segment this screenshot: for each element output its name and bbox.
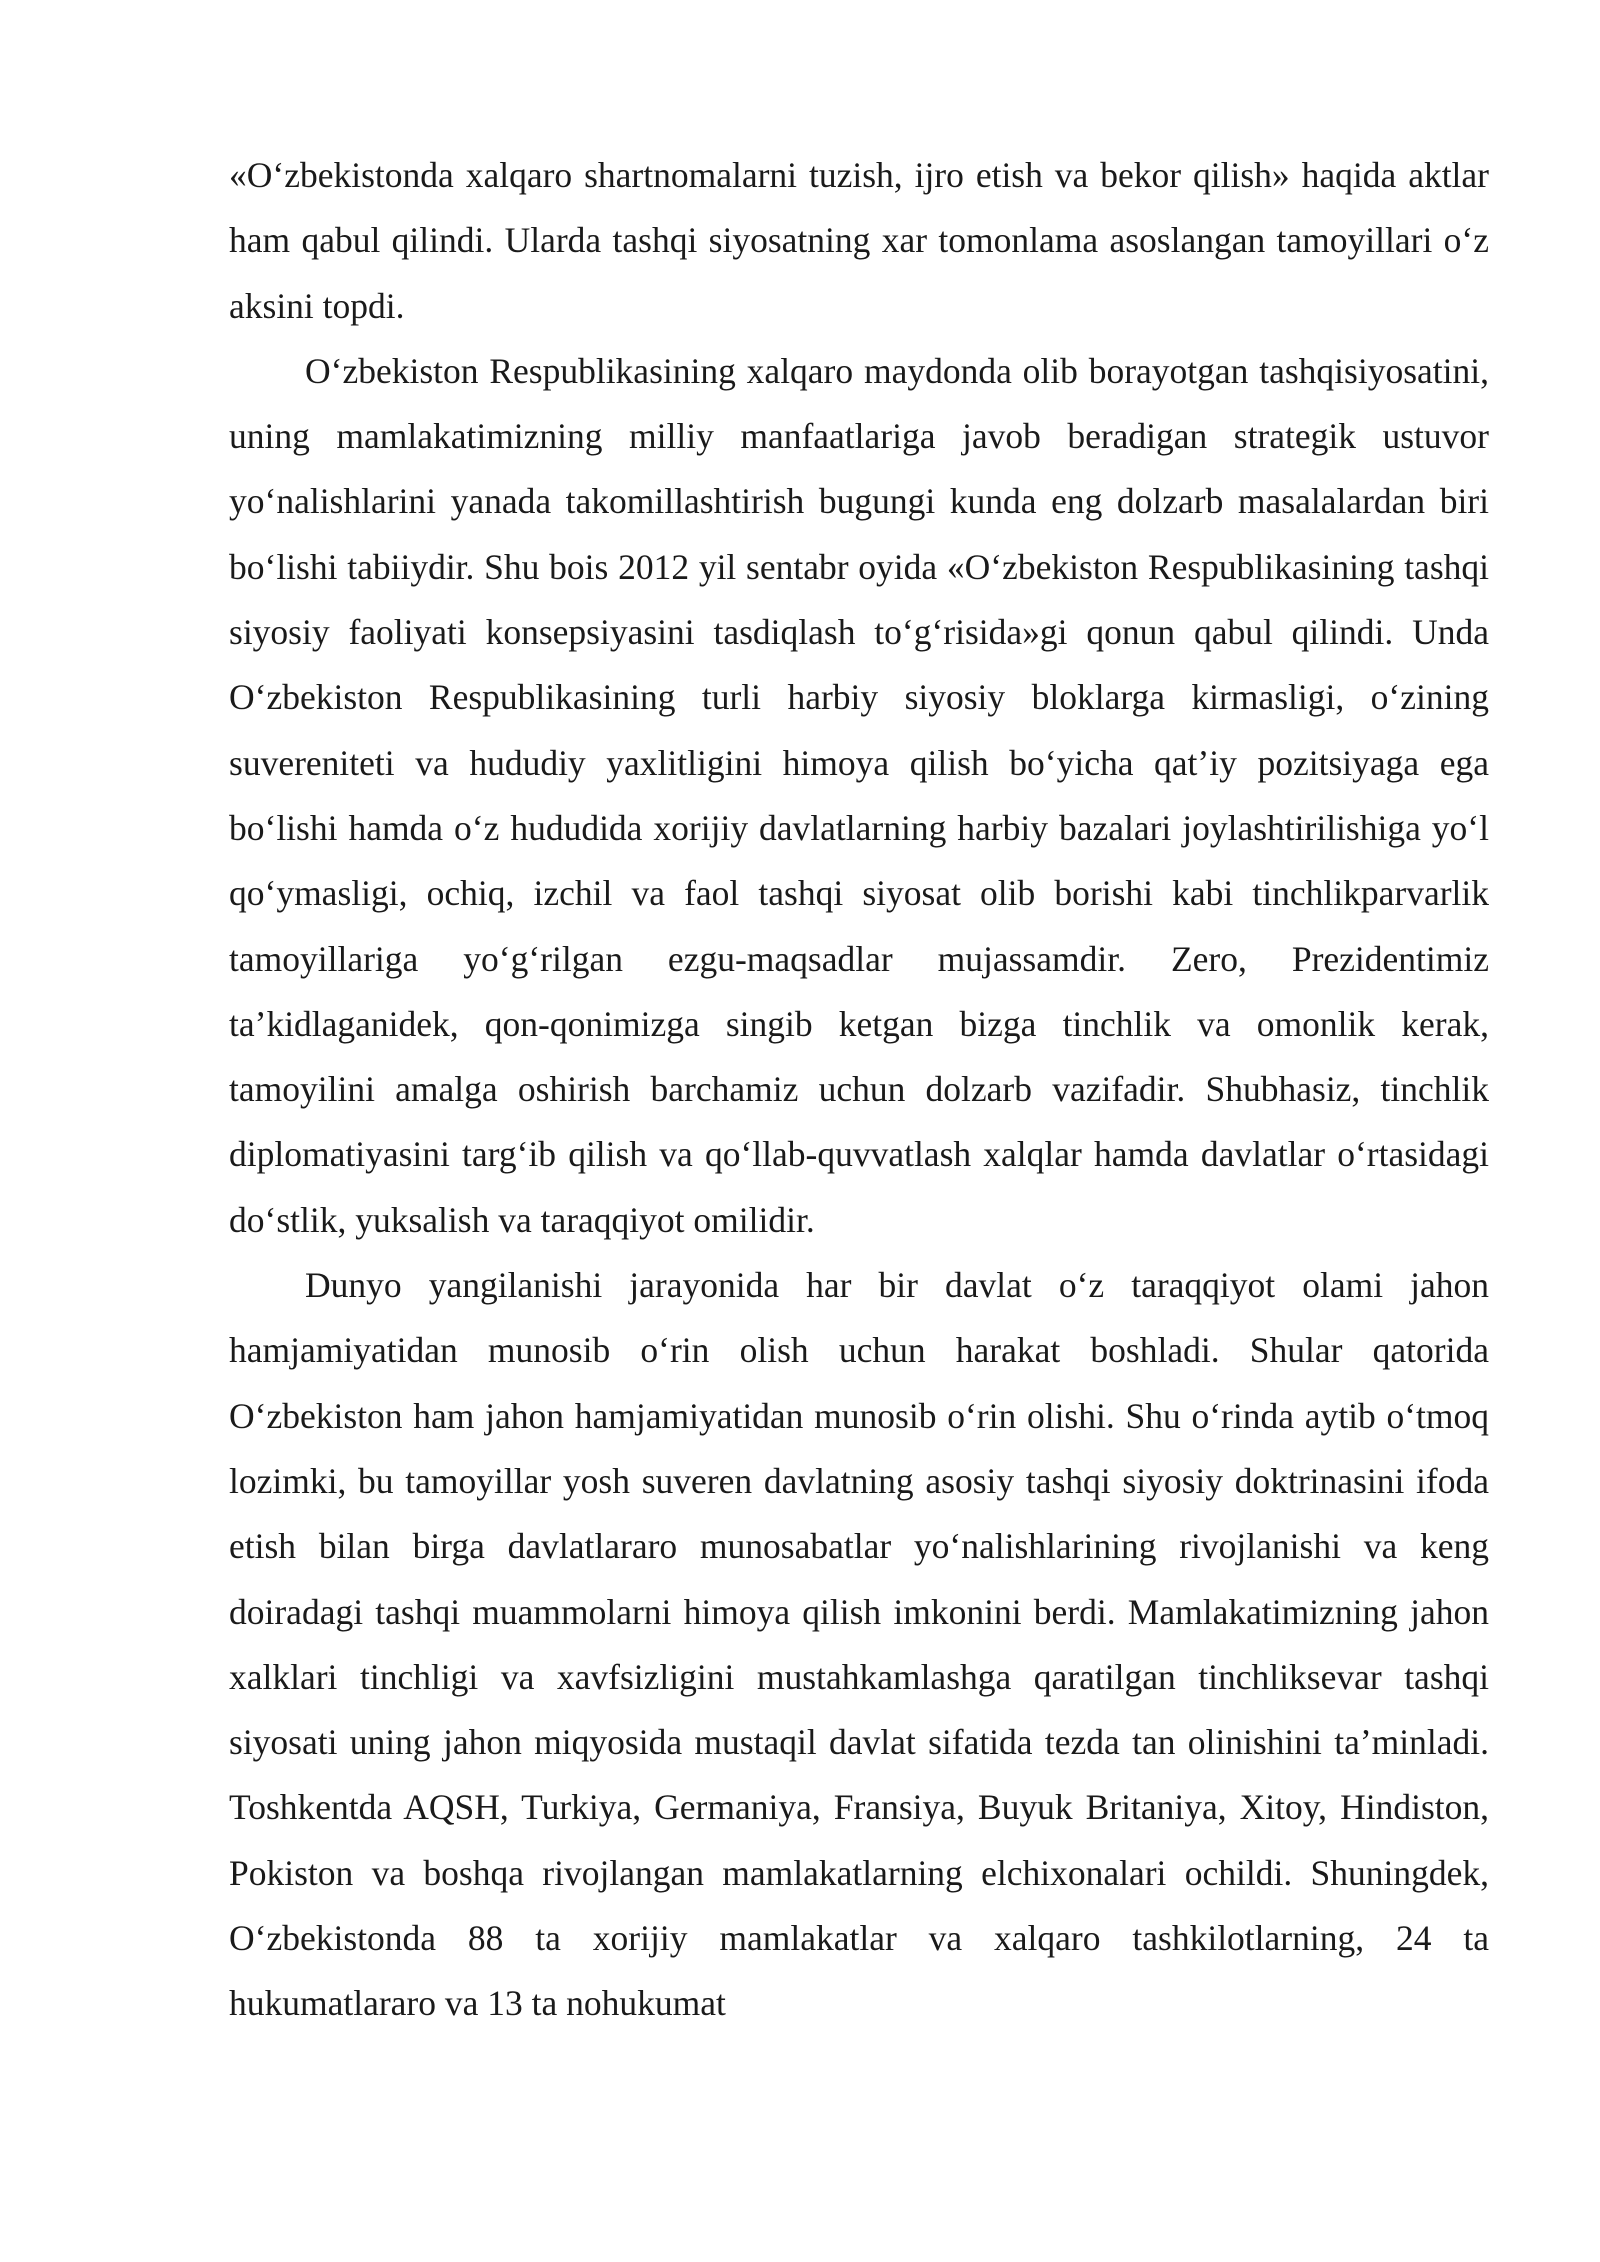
paragraph-2: Oʻzbekiston Respublikasining xalqaro maydonda olib borayotgan tashqisiyosatini, uning mamlakatimizning milliy manfaatlariga javob beradigan strategik ustuvor yoʻnalishlarini yanada takomillashtirish bugungi kunda eng dolzarb masalalardan biri boʻlishi tabiiydir. Shu bois 2012 yil sentabr oyida «Oʻzbekiston Respublikasining tashqi siyosiy faoliyati konsepsiyasini tasdiqlash toʻgʻrisida»gi qonun qabul qilindi. Unda Oʻzbekiston Respublikasining turli harbiy siyosiy bloklarga kirmasligi, oʻzining suvereniteti va hududiy yaxlitligini himoya qilish boʻyicha qatʼiy pozitsiyaga ega boʻlishi hamda oʻz hududida xorijiy davlatlarning harbiy bazalari joylashtirilishiga yoʻl qoʻymasligi, ochiq, izchil va faol tashqi siyosat olib borishi kabi tinchlikparvarlik tamoyillariga yoʻgʻrilgan ezgu-maqsadlar mujassamdir. Zero, Prezidentimiz taʼkidlaganidek, qon-qonimizga singib ketgan bizga tinchlik va omonlik kerak, tamoyilini amalga oshirish barchamiz uchun dolzarb vazifadir. Shubhasiz, tinchlik diplomatiyasini targʻib qilish va qoʻllab-quvvatlash xalqlar hamda davlatlar oʻrtasidagi doʻstlik, yuksalish va taraqqiyot omilidir. bbox=[229, 350, 1489, 1240]
paragraph-1: «Oʻzbekistonda xalqaro shartnomalarni tuzish, ijro etish va bekor qilish» haqida aktlar ham qabul qilindi. Ularda tashqi siyosatning xar tomonlama asoslangan tamoyillari oʻz aksini topdi. bbox=[229, 155, 1489, 326]
document-page bbox=[229, 143, 1489, 2037]
paragraph-3: Dunyo yangilanishi jarayonida har bir davlat oʻz taraqqiyot olami jahon hamjamiyatidan munosib oʻrin olish uchun harakat boshladi. Shular qatorida Oʻzbekiston ham jahon hamjamiyatidan munosib oʻrin olishi. Shu oʻrinda aytib oʻtmoq lozimki, bu tamoyillar yosh suveren davlatning asosiy tashqi siyosiy doktrinasini ifoda etish bilan birga davlatlararo munosabatlar yoʻnalishlarining rivojlanishi va keng doiradagi tashqi muammolarni himoya qilish imkonini berdi. Mamlakatimizning jahon xalklari tinchligi va xavfsizligini mustahkamlashga qaratilgan tinchliksevar tashqi siyosati uning jahon miqyosida mustaqil davlat sifatida tezda tan olinishini taʼminladi. Toshkentda AQSH, Turkiya, Germaniya, Fransiya, Buyuk Britaniya, Xitoy, Hindiston, Pokiston va boshqa rivojlangan mamlakatlarning elchixonalari ochildi. Shuningdek, Oʻzbekistonda 88 ta xorijiy mamlakatlar va xalqaro tashkilotlarning, 24 ta hukumatlararo va 13 ta nohukumat bbox=[229, 1265, 1489, 2024]
